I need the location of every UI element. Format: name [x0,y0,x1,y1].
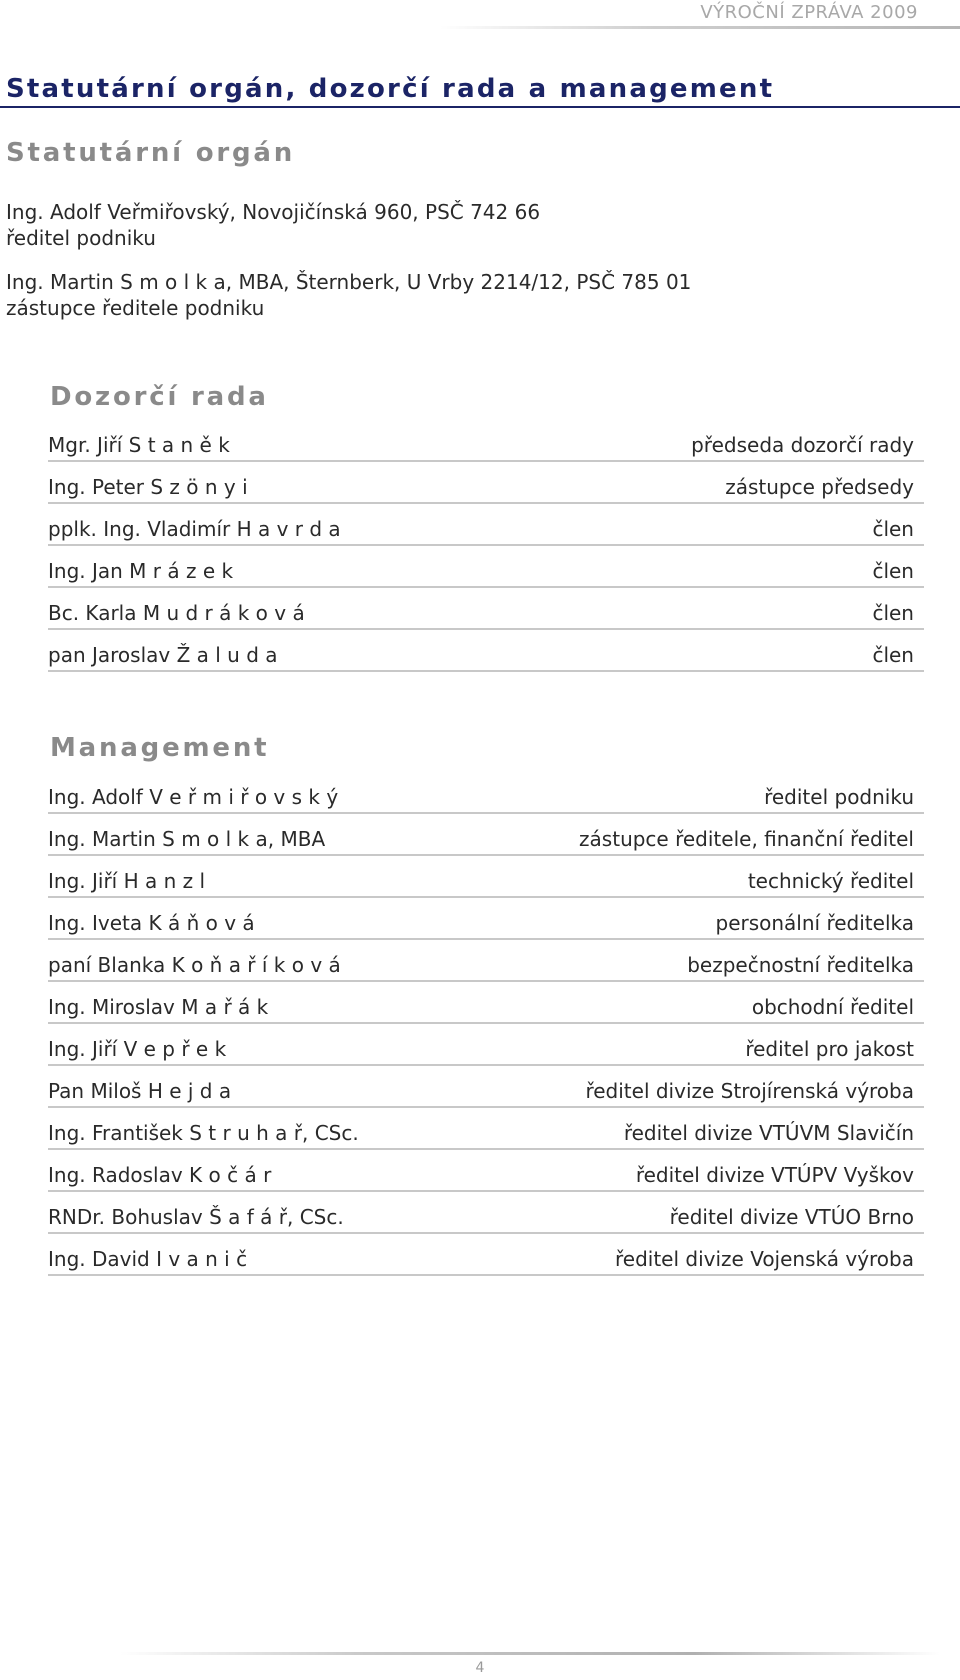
member-name: pplk. Ing. Vladimír H a v r d a [48,517,341,541]
header-divider [440,26,960,29]
statutory-heading: Statutární orgán [6,138,296,168]
table-row [48,1192,924,1234]
manager-role: ředitel divize VTÚVM Slavičín [623,1121,914,1145]
table-row [48,982,924,1024]
report-header-title: VÝROČNÍ ZPRÁVA 2009 [700,2,918,23]
member-name: pan Jaroslav Ž a l u d a [48,643,278,667]
manager-role: obchodní ředitel [751,995,914,1019]
manager-name: Ing. Martin S m o l k a, MBA [48,827,326,851]
manager-role: ředitel divize Vojenská výroba [614,1247,914,1271]
table-row [48,814,924,856]
member-role: člen [872,517,914,541]
table-row [48,1234,924,1276]
member-name: Bc. Karla M u d r á k o v á [48,601,305,625]
manager-role: ředitel podniku [764,785,914,809]
member-role: zástupce předsedy [725,475,914,499]
supervisory-board-heading: Dozorčí rada [50,382,269,412]
page-title: Statutární orgán, dozorčí rada a management [6,74,775,104]
member-name: Ing. Jan M r á z e k [48,559,234,583]
manager-name: Ing. Jiří H a n z l [48,869,206,893]
manager-name: Pan Miloš H e j d a [48,1079,232,1103]
manager-role: personální ředitelka [715,911,914,935]
statutory-line: Ing. Adolf Veřmiřovský, Novojičínská 960, PSČ 742 66 [6,200,541,224]
statutory-line: zástupce ředitele podniku [6,296,265,320]
table-row [48,856,924,898]
member-role: člen [872,601,914,625]
manager-name: Ing. Iveta K á ň o v á [48,911,255,935]
table-row [48,1024,924,1066]
table-row [48,588,924,630]
manager-role: zástupce ředitele, finanční ředitel [579,827,914,851]
manager-name: Ing. Radoslav K o č á r [48,1163,272,1187]
manager-name: Ing. David I v a n i č [48,1247,248,1271]
member-role: člen [872,559,914,583]
manager-name: paní Blanka K o ň a ř í k o v á [48,953,341,977]
table-row [48,1066,924,1108]
title-divider [0,106,960,108]
table-row [48,1150,924,1192]
management-table [48,772,924,1276]
table-row [48,630,924,672]
page-number: 4 [475,1660,485,1676]
manager-role: ředitel pro jakost [745,1037,914,1061]
statutory-line: ředitel podniku [6,226,156,250]
table-row [48,940,924,982]
manager-role: ředitel divize VTÚO Brno [669,1205,914,1229]
management-heading: Management [50,733,270,763]
member-name: Ing. Peter S z ö n y i [48,475,248,499]
supervisory-board-table [48,420,924,672]
footer-divider [120,1652,940,1655]
table-row [48,462,924,504]
manager-name: Ing. František S t r u h a ř, CSc. [48,1121,359,1145]
manager-role: ředitel divize VTÚPV Vyškov [635,1163,914,1187]
manager-name: Ing. Miroslav M a ř á k [48,995,269,1019]
table-row [48,772,924,814]
manager-role: technický ředitel [747,869,914,893]
table-row [48,546,924,588]
table-row [48,504,924,546]
table-row [48,898,924,940]
manager-name: Ing. Jiří V e p ř e k [48,1037,227,1061]
statutory-line: Ing. Martin S m o l k a, MBA, Šternberk, U Vrby 2214/12, PSČ 785 01 [6,270,692,294]
manager-name: RNDr. Bohuslav Š a f á ř, CSc. [48,1205,344,1229]
member-role: předseda dozorčí rady [691,433,914,457]
member-name: Mgr. Jiří S t a n ě k [48,433,230,457]
table-row [48,420,924,462]
manager-name: Ing. Adolf V e ř m i ř o v s k ý [48,785,339,809]
member-role: člen [872,643,914,667]
manager-role: ředitel divize Strojírenská výroba [585,1079,914,1103]
table-row [48,1108,924,1150]
manager-role: bezpečnostní ředitelka [687,953,914,977]
